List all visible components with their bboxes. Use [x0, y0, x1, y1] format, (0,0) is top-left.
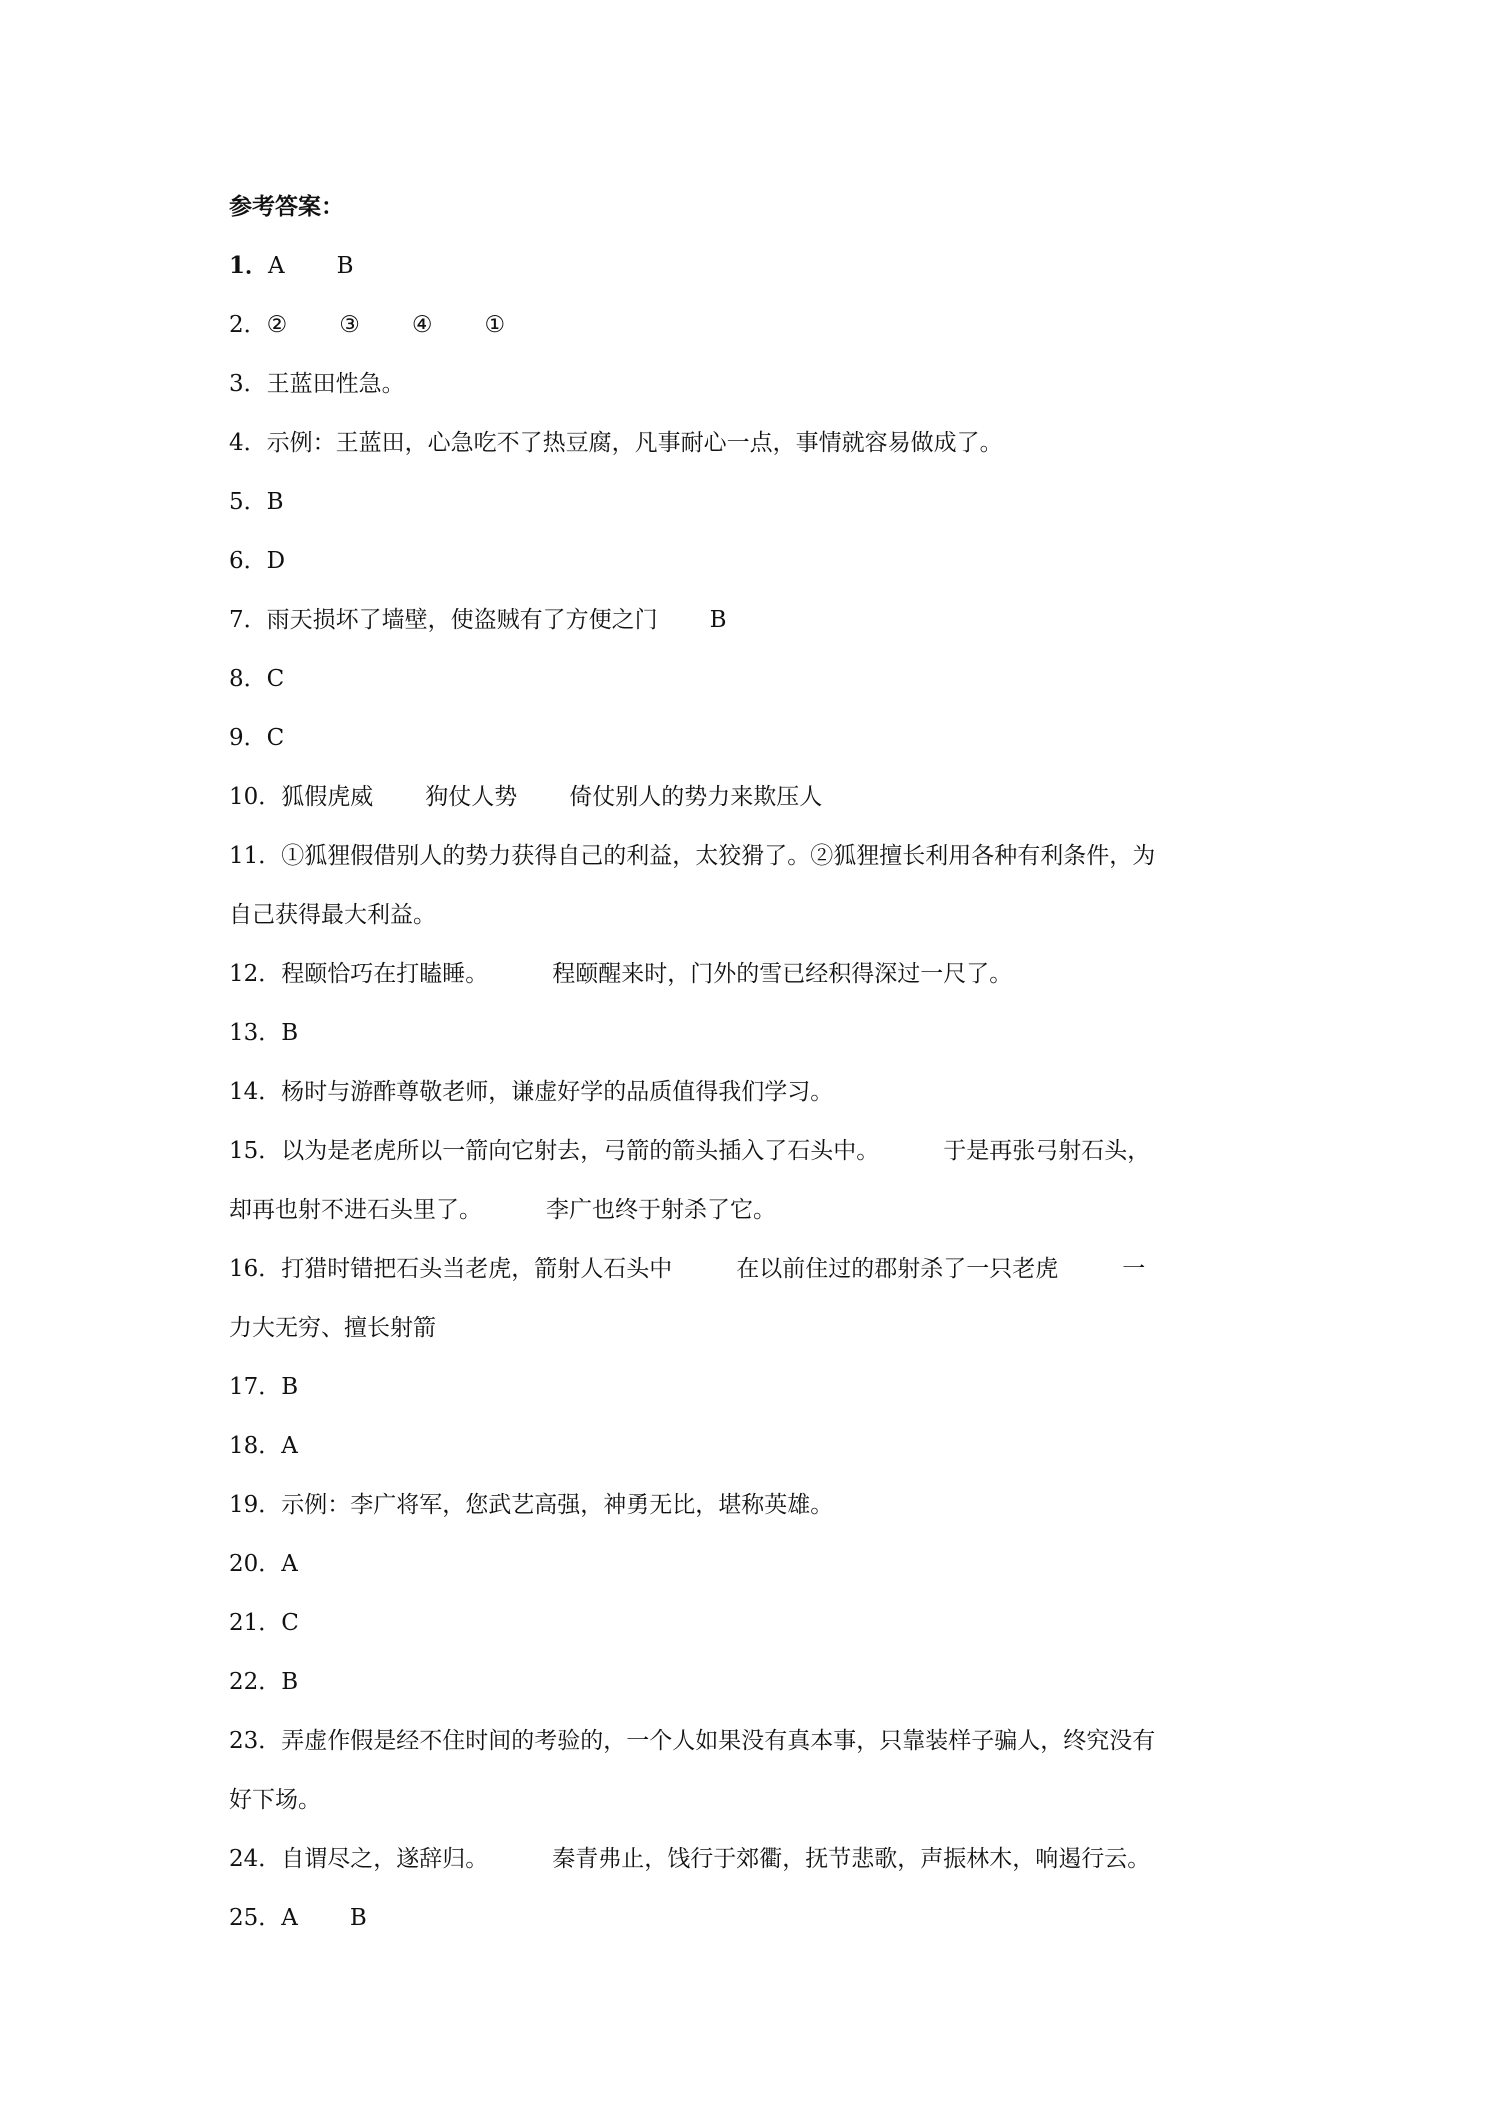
answer-item-10: 10．狐假虎威 狗仗人势 倚仗别人的势力来欺压人: [229, 784, 823, 810]
answer-item-19: 19．示例：李广将军，您武艺高强，神勇无比，堪称英雄。: [229, 1492, 834, 1518]
answer-item-16-continued: 力大无穷、擅长射箭: [229, 1315, 436, 1341]
answer-item-23: 23．弄虚作假是经不住时间的考验的，一个人如果没有真本事，只靠装样子骗人，终究没有: [229, 1728, 1156, 1754]
answer-item-15: 15．以为是老虎所以一箭向它射去，弓箭的箭头插入了石头中。 于是再张弓射石头，: [229, 1138, 1151, 1164]
answer-item-3: 3．王蓝田性急。: [229, 371, 405, 397]
answer-item-4: 4．示例：王蓝田，心急吃不了热豆腐，凡事耐心一点，事情就容易做成了。: [229, 430, 1003, 456]
answer-item-7: 7．雨天损坏了墙壁，使盗贼有了方便之门 B: [229, 607, 727, 633]
answer-item-15-continued: 却再也射不进石头里了。 李广也终于射杀了它。: [229, 1197, 776, 1223]
answer-item-8: 8．C: [229, 666, 285, 692]
answer-item-23-continued: 好下场。: [229, 1787, 321, 1813]
answer-item-18: 18．A: [229, 1433, 298, 1459]
answer-item-12: 12．程颐恰巧在打瞌睡。 程颐醒来时，门外的雪已经积得深过一尺了。: [229, 961, 1013, 987]
page-title: 参考答案：: [229, 194, 344, 220]
answer-item-22: 22．B: [229, 1669, 299, 1695]
answer-key-content: [229, 192, 1269, 1962]
answer-item-6: 6．D: [229, 548, 286, 574]
answer-item-21: 21．C: [229, 1610, 299, 1636]
answer-item-16: 16．打猎时错把石头当老虎，箭射人石头中 在以前住过的郡射杀了一只老虎 一: [229, 1256, 1146, 1282]
answer-item-13: 13．B: [229, 1020, 299, 1046]
answer-item-5: 5．B: [229, 489, 284, 515]
answer-item-11: 11．①狐狸假借别人的势力获得自己的利益，太狡猾了。②狐狸擅长利用各种有利条件，为: [229, 843, 1156, 869]
answer-item-20: 20．A: [229, 1551, 298, 1577]
answer-item-11-continued: 自己获得最大利益。: [229, 902, 436, 928]
answer-item-1: 1．A B: [229, 252, 354, 279]
answer-item-2: 2．② ③ ④ ①: [229, 312, 506, 338]
answer-item-14: 14．杨时与游酢尊敬老师，谦虚好学的品质值得我们学习。: [229, 1079, 834, 1105]
answer-item-9: 9．C: [229, 725, 285, 751]
answer-item-25: 25．A B: [229, 1905, 367, 1931]
answer-item-24: 24．自谓尽之，遂辞归。 秦青弗止，饯行于郊衢，抚节悲歌，声振林木，响遏行云。: [229, 1846, 1151, 1872]
answer-item-17: 17．B: [229, 1374, 299, 1400]
